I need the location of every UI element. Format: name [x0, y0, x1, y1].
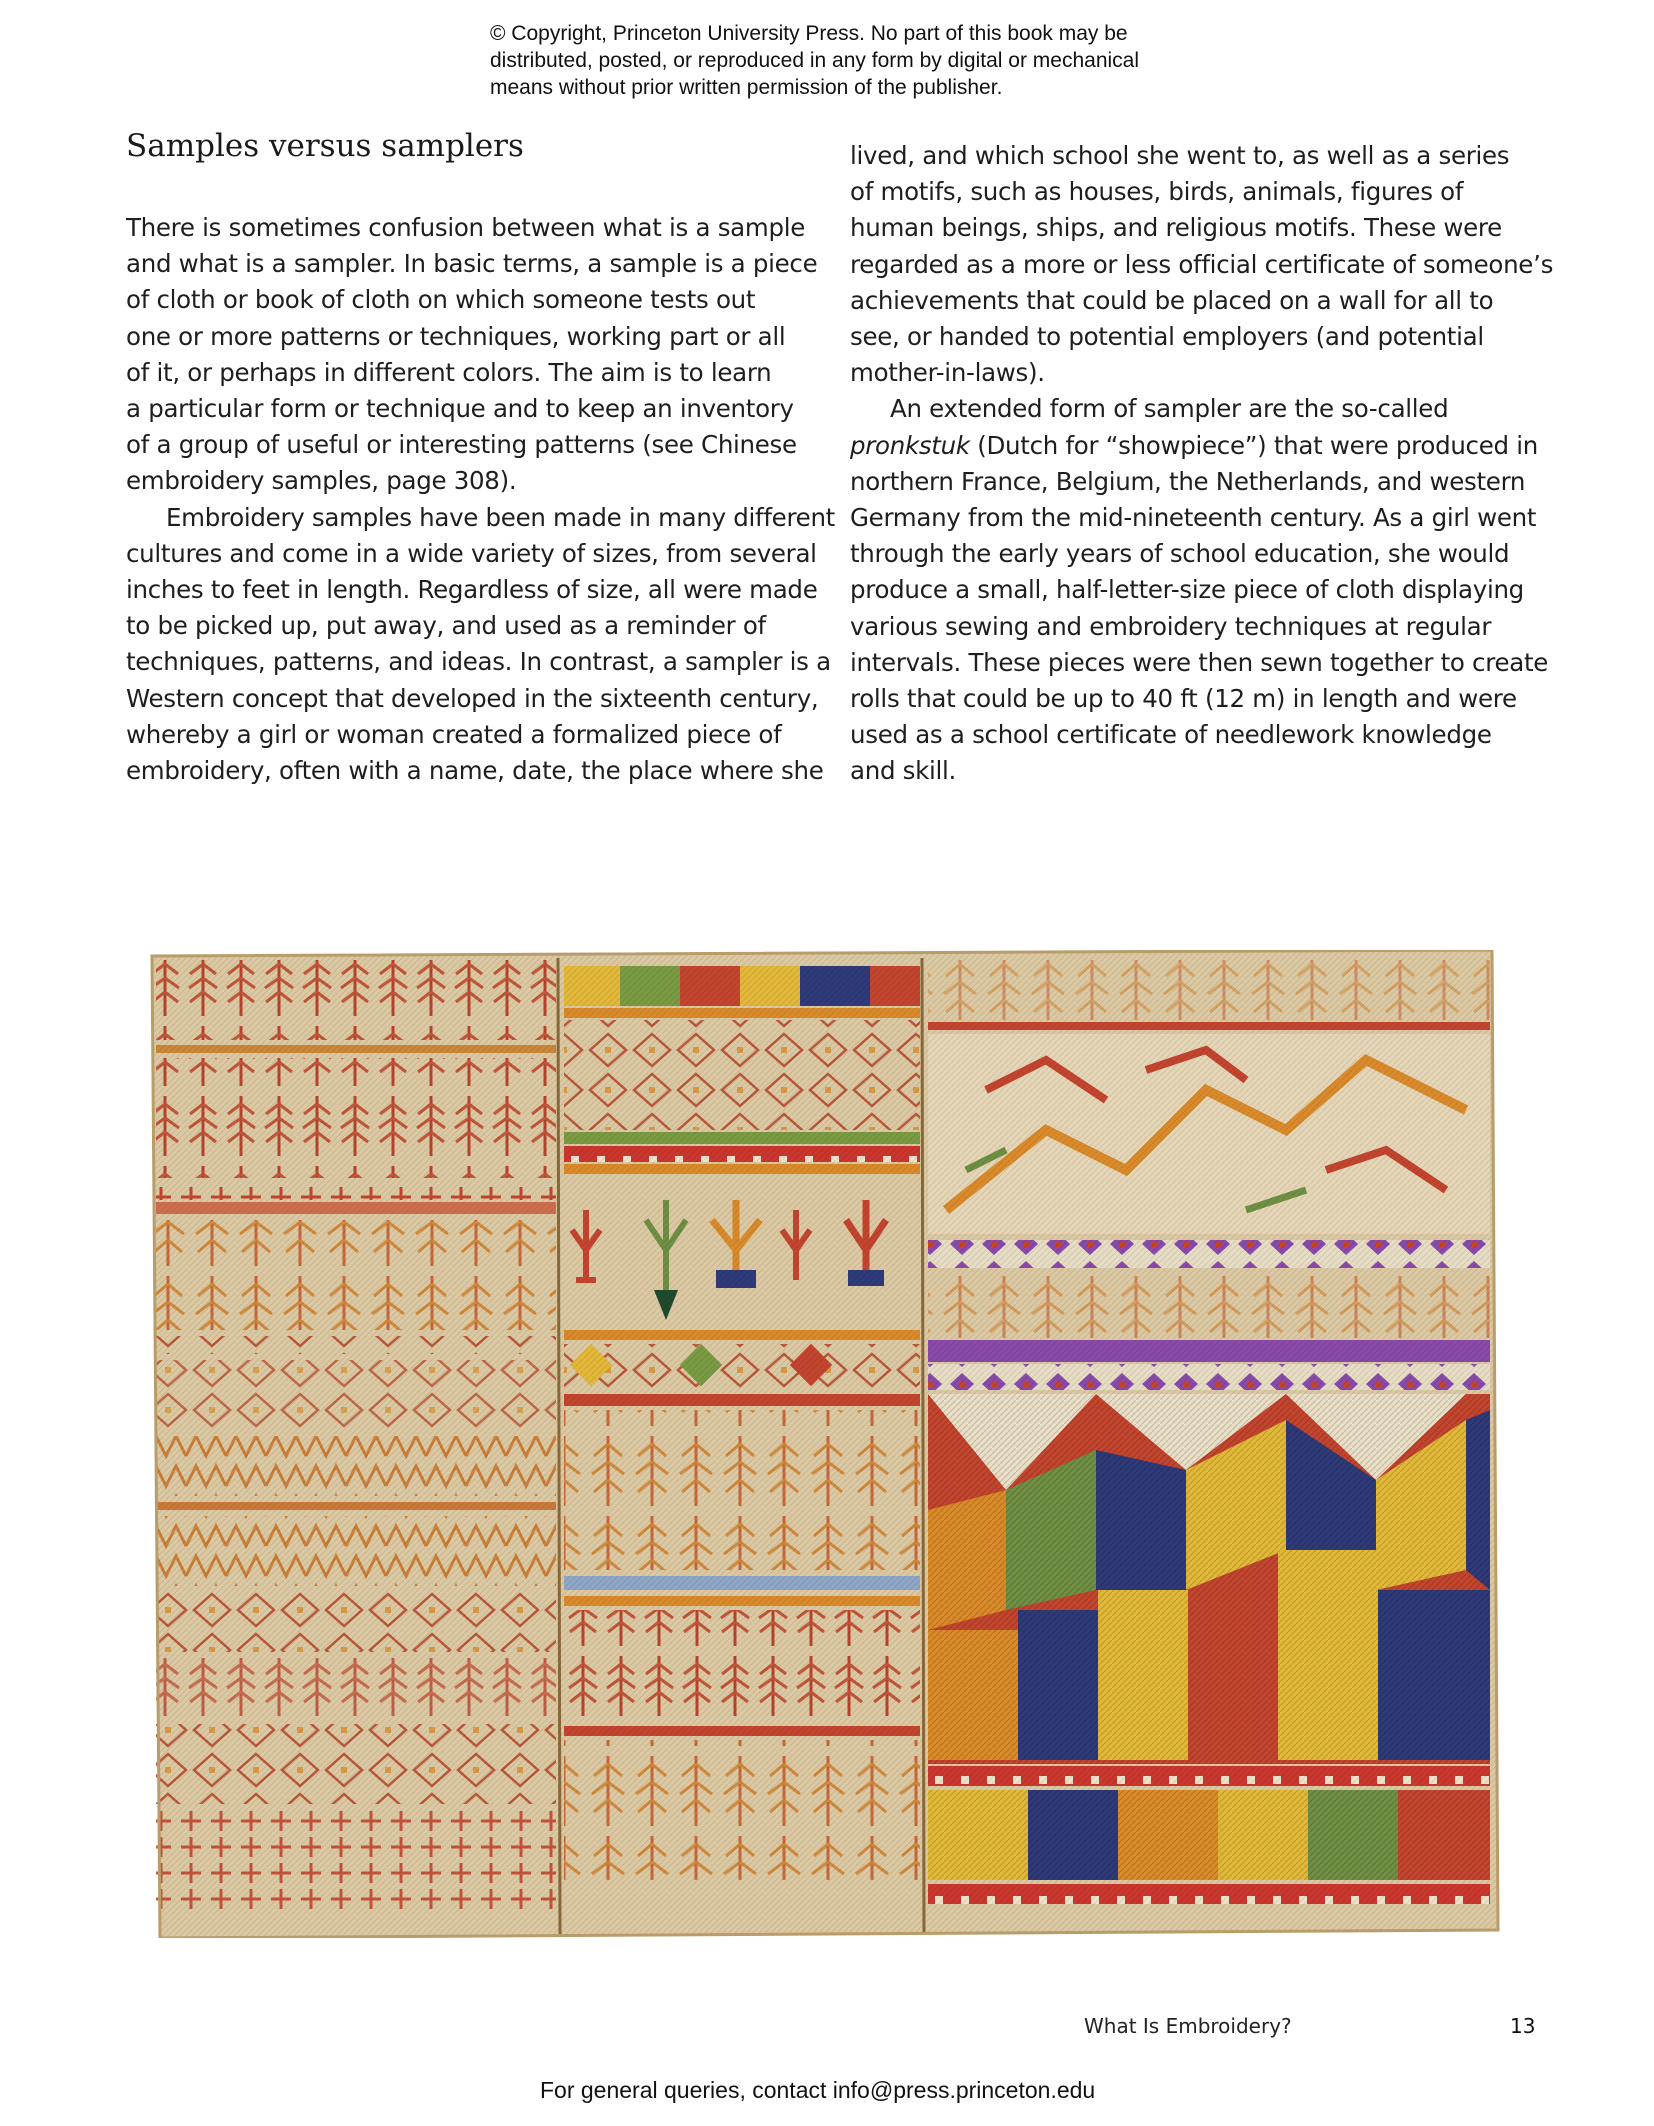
text-line: of cloth or book of cloth on which someone tests out — [126, 285, 756, 315]
running-head: What Is Embroidery? — [1084, 2014, 1292, 2038]
text-line: used as a school certificate of needlework knowledge — [850, 720, 1492, 750]
text-line: regarded as a more or less official certificate of someone’s — [850, 249, 1554, 279]
left-column — [126, 210, 835, 789]
text-line: Germany from the mid-nineteenth century. As a girl went — [850, 503, 1537, 533]
right-column — [850, 138, 1554, 790]
text-line: rolls that could be up to 40 ft (12 m) in length and were — [850, 684, 1517, 714]
italic-term: pronkstuk — [850, 430, 970, 460]
text-line: a particular form or technique and to keep an inventory — [126, 394, 794, 424]
copyright-line: © Copyright, Princeton University Press. No part of this book may be — [490, 22, 1128, 45]
text-line: of a group of useful or interesting patterns (see Chinese — [126, 430, 797, 460]
text-line: through the early years of school education, she would — [850, 539, 1510, 569]
text-line: mother-in-laws). — [850, 358, 1045, 388]
text-line: Western concept that developed in the sixteenth century, — [126, 683, 819, 713]
footer-contact: For general queries, contact info@press.princeton.edu — [540, 2077, 1096, 2103]
text-line: various sewing and embroidery techniques at regular — [850, 611, 1492, 641]
text-line: inches to feet in length. Regardless of size, all were made — [126, 575, 818, 605]
text-line: embroidery samples, page 308). — [126, 466, 517, 496]
text-line: An extended form of sampler are the so-called — [890, 394, 1449, 424]
text-line: cultures and come in a wide variety of sizes, from several — [126, 538, 817, 568]
text-line: of it, or perhaps in different colors. The aim is to learn — [126, 357, 772, 387]
text-line: of motifs, such as houses, birds, animals, figures of — [850, 177, 1464, 207]
text-line: and skill. — [850, 756, 957, 786]
text-line: to be picked up, put away, and used as a reminder of — [126, 611, 766, 641]
text-line: human beings, ships, and religious motifs. These were — [850, 213, 1502, 243]
copyright-line: distributed, posted, or reproduced in any form by digital or mechanical — [490, 49, 1140, 72]
text-line: whereby a girl or woman created a formalized piece of — [126, 719, 782, 749]
text-line: intervals. These pieces were then sewn together to create — [850, 647, 1549, 677]
text-line: one or more patterns or techniques, working part or all — [126, 321, 786, 351]
text-line — [850, 428, 1540, 464]
text-line: see, or handed to potential employers (and potential — [850, 322, 1484, 352]
text-line: techniques, patterns, and ideas. In contrast, a sampler is a — [126, 647, 831, 677]
copyright-notice — [490, 20, 1210, 101]
section-heading: Samples versus samplers — [126, 128, 524, 164]
text-line: northern France, Belgium, the Netherlands, and western — [850, 466, 1526, 496]
copyright-line: means without prior written permission of the publisher. — [490, 76, 1003, 99]
text-line: There is sometimes confusion between what is a sample — [126, 213, 805, 242]
sampler-image — [146, 950, 1500, 1938]
text-line: and what is a sampler. In basic terms, a sample is a piece — [126, 249, 818, 279]
text-line: Embroidery samples have been made in many different — [166, 502, 835, 532]
text-line: produce a small, half-letter-size piece of cloth displaying — [850, 575, 1524, 605]
text-line: embroidery, often with a name, date, the place where she — [126, 756, 824, 786]
text-fragment: (Dutch for “showpiece”) that were produced in — [969, 430, 1538, 460]
text-line: lived, and which school she went to, as well as a series — [850, 141, 1510, 170]
page-number: 13 — [1510, 2014, 1536, 2038]
text-line: achievements that could be placed on a wall for all to — [850, 285, 1494, 315]
